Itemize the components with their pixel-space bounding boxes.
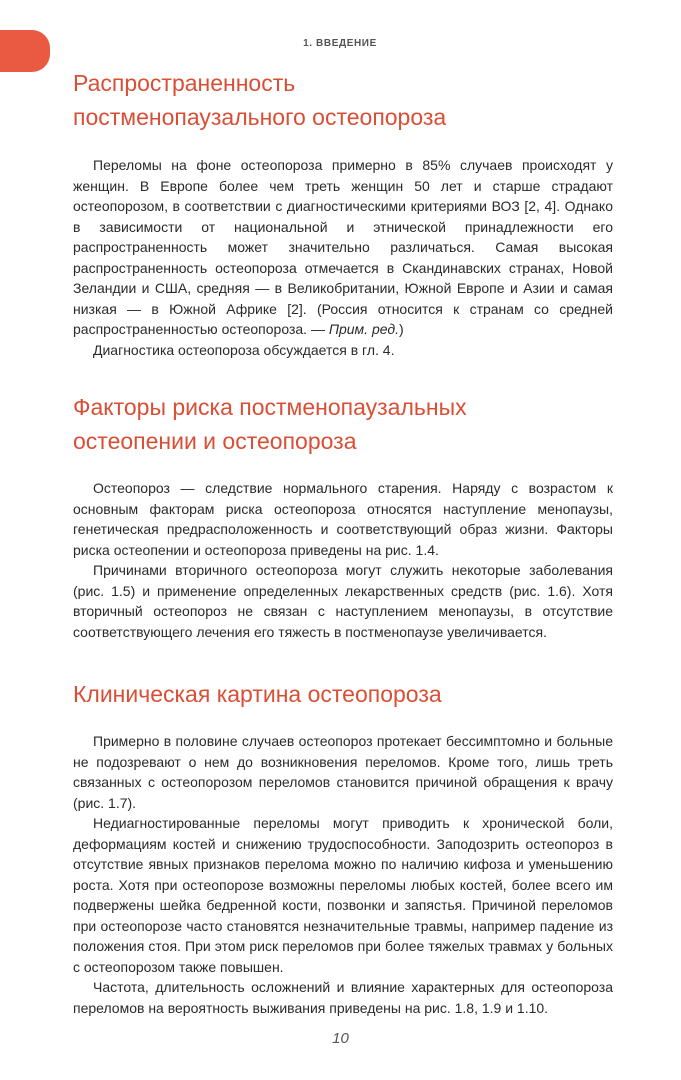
- paragraph: Причинами вторичного остеопороза могут служить некоторые заболевания (рис. 1.5) и применение определенных лекарственных средств (рис. 1.6). Хотя вторичный остеопороз не связан с наступлением менопаузы, в отсутствие соответствующего лечения его тяжесть в постменопаузе увеличивается.: [73, 562, 613, 640]
- paragraph: [73, 155, 613, 340]
- section-risk-factors-title: [73, 390, 613, 458]
- paragraph: Примерно в половине случаев остеопороз протекает бессимптомно и больные не подозревают о нем до возникновения переломов. Кроме того, лишь треть связанных с остеопорозом переломов становится причиной обращения к врачу (рис. 1.7).: [73, 733, 613, 811]
- section-clinical-picture-title: Клиническая картина остеопороза: [73, 681, 442, 707]
- editor-note: Прим. ред.: [328, 321, 399, 337]
- paragraph: Остеопороз — следствие нормального старения. Наряду с возрастом к основным факторам риска остеопороза относятся наступление менопаузы, генетическая предрасположенность и соответствующий образ жизни. Факторы риска остеопении и остеопороза приведены на рис. 1.4.: [73, 480, 613, 558]
- paragraph: Диагностика остеопороза обсуждается в гл. 4.: [93, 341, 395, 358]
- paragraph: Частота, длительность осложнений и влияние характерных для остеопороза переломов на вероятность выживания приведены на рис. 1.8, 1.9 и 1.10.: [73, 979, 613, 1016]
- section-risk-factors-body: [73, 478, 613, 642]
- section-prevalence-title-line1: Распространенность: [73, 70, 296, 96]
- paragraph-end: ): [398, 321, 404, 337]
- paragraph: Недиагностированные переломы могут приводить к хронической боли, деформациям костей и снижению трудоспособности. Заподозрить остеопороз в отсутствие явных признаков перелома можно по наличию кифоза и уменьшению роста. Хотя при остеопорозе возможны переломы любых костей, более всего им подвержены шейка бедренной кости, позвонки и запястья. Причиной переломов при остеопорозе часто становятся незначительные травмы, например падение из положения стоя. При этом риск переломов при более тяжелых травмах у больных с остеопорозом также повышен.: [73, 815, 613, 975]
- paragraph-text: Переломы на фоне остеопороза примерно в 85% случаев происходят у женщин. В Европе более чем треть женщин 50 лет и старше страдают остеопорозом, в соответствии с диагностическими критериями ВОЗ [2, 4]. Однако в зависимости от национальной и этнической принадлежности его распространенность может значительно различаться. Самая высокая распространенность остеопороза отмечается в Скандинавских странах, Новой Зеландии и США, средняя — в Великобритании, Южной Европе и Азии и самая низкая — в Южной Африке [2]. (Россия относится к странам со средней распространенностью остеопороза. —: [73, 157, 613, 337]
- section-prevalence-title: [73, 66, 613, 134]
- section-prevalence-title-line2: постменопаузального остеопороза: [73, 104, 447, 130]
- page-content: [73, 62, 613, 1018]
- chapter-tab-marker: [0, 30, 50, 72]
- section-risk-factors-title-line2: остеопении и остеопороза: [73, 428, 357, 454]
- section-prevalence-body: [73, 155, 613, 360]
- running-head: 1. ВВЕДЕНИЕ: [303, 38, 377, 49]
- section-risk-factors-title-line1: Факторы риска постменопаузальных: [73, 394, 467, 420]
- section-clinical-picture-body: [73, 731, 613, 1018]
- page-number: 10: [332, 1030, 349, 1047]
